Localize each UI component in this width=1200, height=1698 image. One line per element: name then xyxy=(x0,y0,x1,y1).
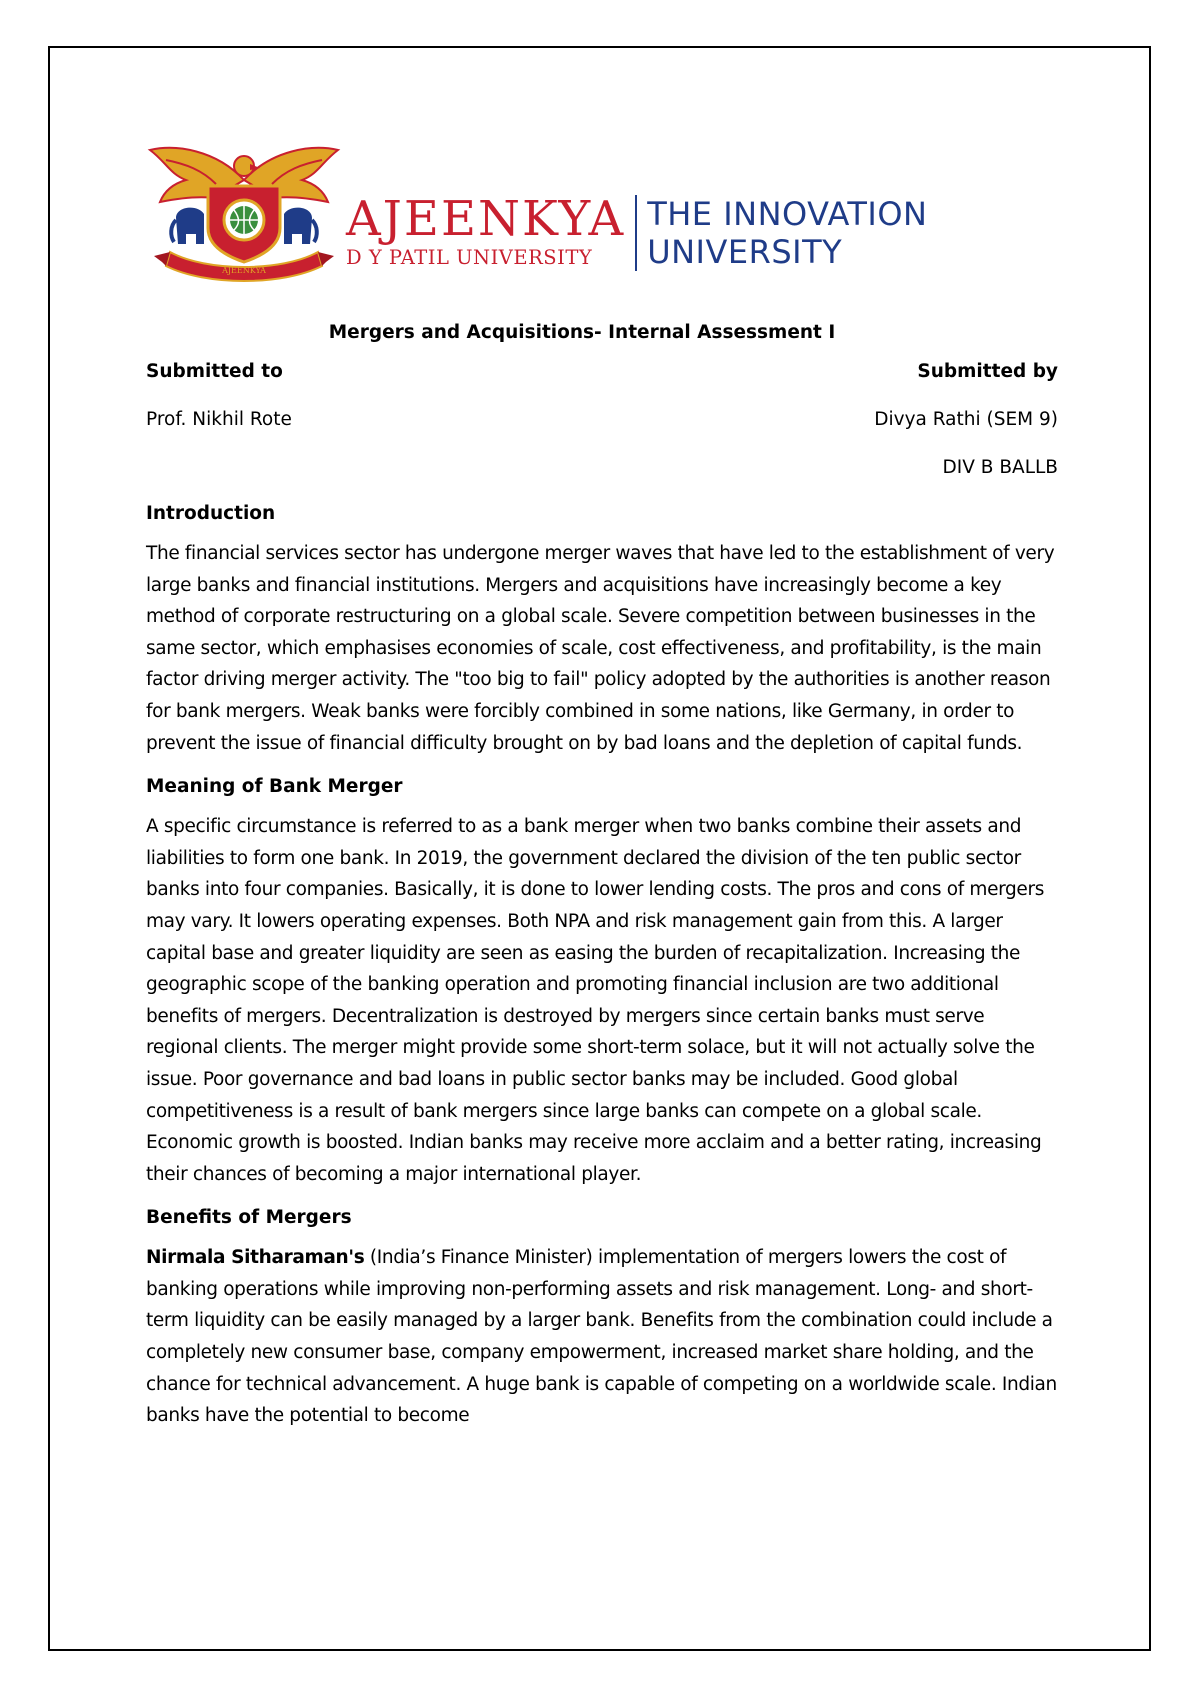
submitted-by-division: DIV B BALLB xyxy=(942,457,1058,478)
wordmark-tagline-2: UNIVERSITY xyxy=(647,233,843,271)
benefits-body-text: (India’s Finance Minister) implementation of mergers lowers the cost of banking operations while improving non-performing assets and risk management. Long- and short-term liquidity can be easily managed by a larger bank. Benefits from the combination could include a completely new consumer base, company empowerment, increased market share holding, and the chance for technical advancement. A huge bank is capable of competing on a worldwide scale. Indian banks have the potential to become xyxy=(146,1247,1057,1427)
ribbon-text: AJEENKYA xyxy=(222,266,266,275)
section-heading-benefits: Benefits of Mergers xyxy=(146,1207,352,1229)
university-logo xyxy=(146,140,1058,310)
wordmark-left xyxy=(346,191,626,271)
section-heading-introduction: Introduction xyxy=(146,503,276,524)
benefits-lead-name: Nirmala Sitharaman's xyxy=(146,1247,365,1269)
wordmark-right xyxy=(647,195,927,271)
wordmark-tagline-1: THE INNOVATION xyxy=(647,195,928,233)
university-emblem-icon xyxy=(146,140,342,286)
section-body-introduction: The financial services sector has undergone merger waves that have led to the establishment of very large banks and financial institutions. Mergers and acquisitions have increasingly become a key method of corporate restructuring on a global scale. Severe competition between businesses in the same sector, which emphasises economies of scale, cost effectiveness, and profitability, is the main factor driving merger activity. The "too big to fail" policy adopted by the authorities is another reason for bank mergers. Weak banks were forcibly combined in some nations, like Germany, in order to prevent the issue of financial difficulty brought on by bad loans and the depletion of capital funds. xyxy=(146,543,1055,754)
wordmark-divider xyxy=(635,195,637,271)
wordmark-subname: D Y PATIL UNIVERSITY xyxy=(346,246,593,269)
submitted-to-name: Prof. Nikhil Rote xyxy=(146,409,292,430)
university-wordmark xyxy=(346,188,927,278)
submission-labels-row xyxy=(146,348,1058,396)
section-body-meaning: A specific circumstance is referred to as a bank merger when two banks combine their assets and liabilities to form one bank. In 2019, the government declared the division of the ten public sector banks into four companies. Basically, it is done to lower lending costs. The pros and cons of mergers may vary. It lowers operating expenses. Both NPA and risk management gain from this. A larger capital base and greater liquidity are seen as easing the burden of recapitalization. Increasing the geographic scope of the banking operation and promoting financial inclusion are two additional benefits of mergers. Decentralization is destroyed by mergers since certain banks must serve regional clients. The merger might provide some short-term solace, but it will not actually solve the issue. Poor governance and bad loans in public sector banks may be included. Good global competitiveness is a result of bank mergers since large banks can compete on a global scale. Economic growth is boosted. Indian banks may receive more acclaim and a better rating, increasing their chances of becoming a major international player. xyxy=(146,816,1044,1185)
section-heading-meaning: Meaning of Bank Merger xyxy=(146,776,403,798)
document-content xyxy=(146,140,1058,1440)
section-body-benefits xyxy=(146,1242,1058,1432)
submitted-to-label: Submitted to xyxy=(146,361,283,382)
submitted-by-name: Divya Rathi (SEM 9) xyxy=(874,409,1058,430)
submitted-by-label: Submitted by xyxy=(917,361,1058,382)
document-title: Mergers and Acquisitions- Internal Assessment I xyxy=(328,322,836,343)
submission-names-row xyxy=(146,396,1058,444)
wordmark-name: AJEENKYA xyxy=(346,191,626,247)
